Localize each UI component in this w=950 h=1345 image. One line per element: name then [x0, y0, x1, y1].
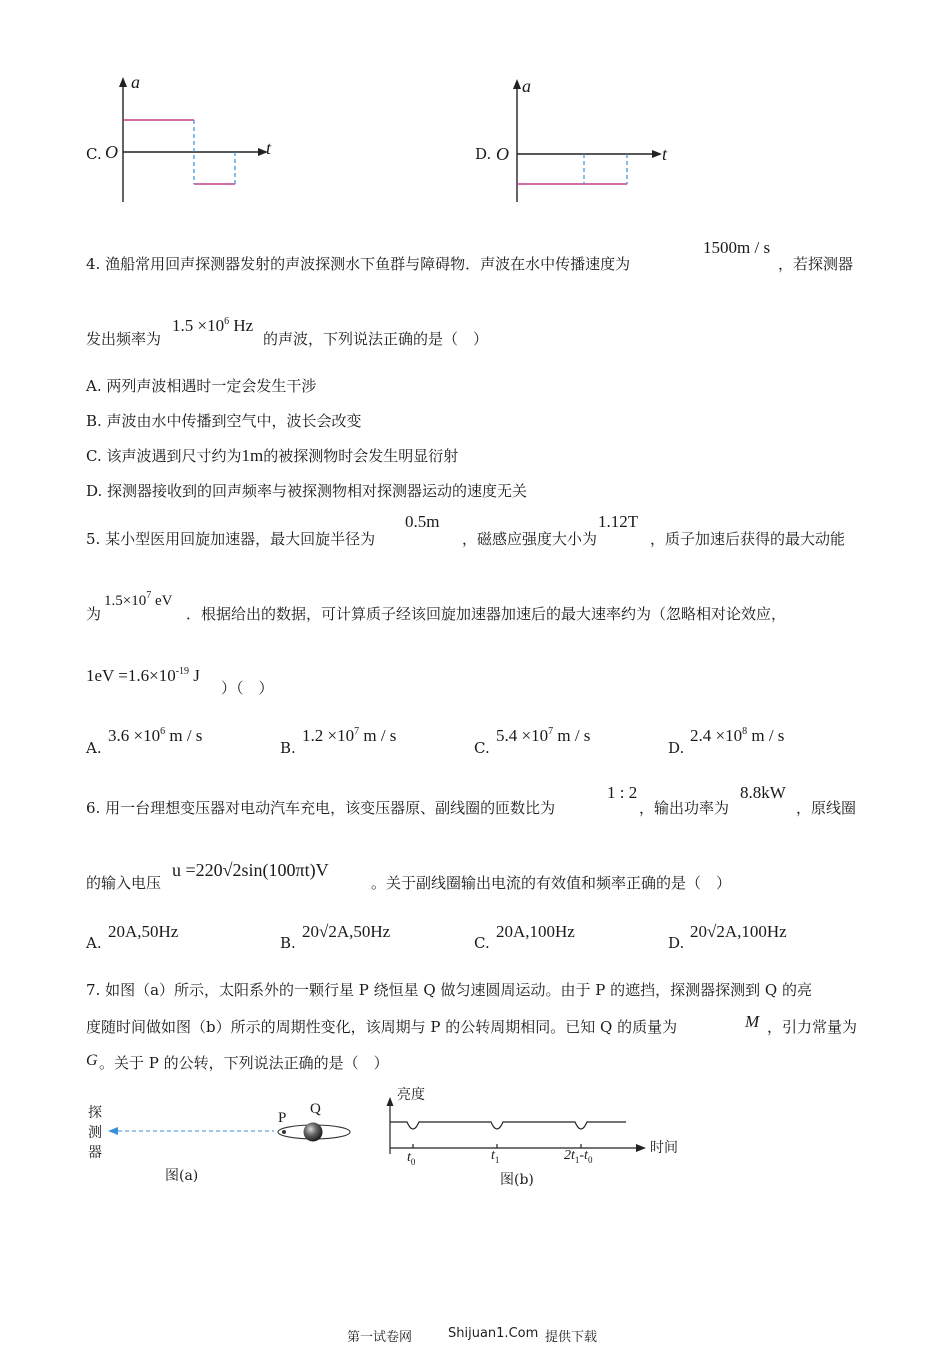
fig-a-detector-char3: 器 — [88, 1145, 102, 1161]
q4-option-b: B. 声波由水中传播到空气中，波长会改变 — [86, 412, 362, 430]
graph-d-origin: O — [496, 144, 509, 164]
q6-ratio: 1 : 2 — [607, 783, 638, 802]
q6-line2-text: 的输入电压 — [86, 874, 162, 892]
fig-b-y-label: 亮度 — [397, 1087, 425, 1103]
footer-domain[interactable]: Shijuan1.Com — [448, 1326, 539, 1341]
fig-b-tick-t0: $t_0$ — [407, 1150, 416, 1167]
q5-option-a-label: A. — [86, 739, 102, 757]
fig-a-detector-char2: 测 — [88, 1125, 102, 1141]
fig-a-star-q — [304, 1123, 323, 1142]
fig-b-caption: 图(b) — [500, 1172, 534, 1188]
q5-option-b-label: B. — [280, 739, 296, 757]
q5-line2-start: 为 — [86, 605, 102, 623]
q5-energy: $1.5\times 10^7$ eV — [104, 590, 173, 609]
graph-d-x-label: t — [662, 144, 668, 164]
q6-line1-text: 6. 用一台理想变压器对电动汽车充电，该变压器原、副线圈的匝数比为 — [86, 799, 556, 817]
q5-field: 1.12T — [598, 512, 639, 531]
graph-c-option-label: C. — [86, 145, 102, 163]
q7-mass-symbol: M — [745, 1012, 760, 1031]
q7-line1: 7. 如图（a）所示，太阳系外的一颗行星 P 绕恒星 Q 做匀速圆周运动。由于 P 的遮挡，探测器探测到 Q 的亮 — [86, 981, 812, 999]
q6-option-c-value: 20A,100Hz — [496, 922, 575, 941]
q5-option-b-value: $1.2 \times 10^7$ m / s — [302, 726, 397, 745]
fig-a-arrow-icon — [108, 1127, 118, 1135]
graph-c-origin: O — [105, 142, 118, 162]
q5-option-a-value: $3.6 \times 10^6$ m / s — [108, 726, 203, 745]
fig-a-diagram — [104, 1110, 360, 1160]
q4-line2-end: 的声波，下列说法正确的是（ ） — [263, 330, 489, 348]
graph-d-option-label: D. — [475, 145, 492, 163]
q6-line1-end: ，原线圈 — [796, 799, 857, 817]
q5-radius: 0.5m — [405, 512, 440, 531]
q6-option-c-label: C. — [474, 934, 490, 952]
fig-b-tick-t1: $t_1$ — [491, 1148, 500, 1165]
q5-line3-end: ）（ ） — [221, 679, 274, 697]
q7-g-symbol: G — [86, 1052, 98, 1069]
q4-option-a: A. 两列声波相遇时一定会发生干涉 — [86, 377, 317, 395]
q4-option-c: C. 该声波遇到尺寸约为1m的被探测物时会发生明显衍射 — [86, 446, 459, 465]
q6-option-b-value: 20√2A,50Hz — [302, 922, 391, 941]
q5-conversion: $1eV =1.6\times 10^{-19}$ J — [86, 666, 200, 685]
q4-option-d: D. 探测器接收到的回声频率与被探测物相对探测器运动的速度无关 — [86, 482, 528, 500]
fig-b-tick-2t1-t0: $2t_1-t_0$ — [564, 1148, 593, 1165]
fig-b-x-label: 时间 — [650, 1140, 678, 1156]
q5-line1-mid: ，磁感应强度大小为 — [462, 530, 598, 548]
q6-option-d-label: D. — [668, 934, 685, 952]
fig-a-label-q: Q — [310, 1101, 321, 1117]
q6-option-a-value: 20A,50Hz — [108, 922, 179, 941]
footer-site-name: 第一试卷网 — [347, 1330, 413, 1345]
q5-line2-text: ．根据给出的数据，可计算质子经该回旋加速器加速后的最大速率约为（忽略相对论效应， — [186, 605, 787, 623]
graph-c-y-label: a — [131, 72, 140, 92]
fig-a-label-p: P — [278, 1110, 287, 1126]
q6-option-b-label: B. — [280, 934, 296, 952]
q6-option-d-value: 20√2A,100Hz — [690, 922, 787, 941]
q6-voltage: u =220√2sin(100πt)V — [172, 860, 329, 880]
q4-speed: 1500m / s — [703, 238, 771, 257]
graph-c-x-label: t — [266, 138, 272, 158]
q4-line2-text: 发出频率为 — [86, 330, 162, 348]
q6-line2-end: 。关于副线圈输出电流的有效值和频率正确的是（ ） — [371, 874, 732, 892]
q5-option-c-value: $5.4 \times 10^7$ m / s — [496, 726, 591, 745]
q5-line1-end: ，质子加速后获得的最大动能 — [650, 530, 846, 548]
q7-line3-text: 。关于 P 的公转，下列说法正确的是（ ） — [99, 1054, 389, 1072]
footer-download: 提供下载 — [545, 1330, 598, 1345]
q6-option-a-label: A. — [86, 934, 102, 952]
fig-a-planet-p — [282, 1130, 286, 1134]
graph-d-y-label: a — [522, 76, 531, 96]
q4-line1-text: 4. 渔船常用回声探测器发射的声波探测水下鱼群与障碍物．声波在水中传播速度为 — [86, 255, 631, 273]
fig-a-caption: 图(a) — [165, 1168, 199, 1184]
q6-line1-mid: ，输出功率为 — [639, 799, 730, 817]
q5-option-c-label: C. — [474, 739, 490, 757]
q5-line1-text: 5. 某小型医用回旋加速器，最大回旋半径为 — [86, 530, 376, 548]
q5-option-d-value: $2.4 \times 10^8$ m / s — [690, 726, 785, 745]
q4-line1-end: ，若探测器 — [778, 255, 854, 273]
q5-option-d-label: D. — [668, 739, 685, 757]
q4-frequency: $1.5 \times 10^6$ Hz — [172, 316, 254, 335]
q7-line2-text: 度随时间做如图（b）所示的周期性变化，该周期与 P 的公转周期相同。已知 Q 的质量为 — [86, 1018, 678, 1036]
q7-line2-end: ，引力常量为 — [767, 1018, 858, 1036]
fig-a-detector-char1: 探 — [88, 1105, 102, 1121]
fig-b-brightness-curve — [390, 1122, 626, 1129]
q6-power: 8.8kW — [740, 783, 786, 802]
